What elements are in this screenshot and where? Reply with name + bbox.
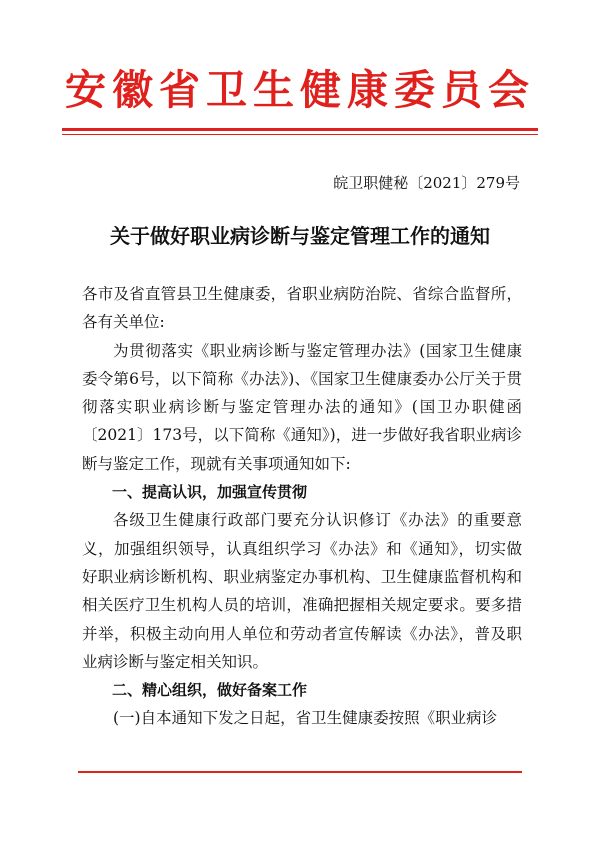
section-1-paragraph: 各级卫生健康行政部门要充分认识修订《办法》的重要意义，加强组织领导，认真组织学习《办法》和《通知》，切实做好职业病诊断机构、职业病鉴定办事机构、卫生健康监督机构和相关医疗卫生机构人员的培训，准确把握相关规定要求。要多措并举，积极主动向用人单位和劳动者宣传解读《办法》，普及职业病诊断与鉴定相关知识。	[82, 511, 522, 671]
document-title: 关于做好职业病诊断与鉴定管理工作的通知	[110, 224, 490, 248]
masthead-thick-rule	[62, 128, 538, 131]
section-1-heading: 一、提高认识，加强宣传贯彻	[112, 483, 308, 502]
footer-rule	[78, 771, 522, 773]
issuer-masthead: 安徽省卫生健康委员会	[65, 66, 535, 114]
document-number: 皖卫职健秘〔2021〕279号	[333, 174, 520, 192]
intro-paragraph: 为贯彻落实《职业病诊断与鉴定管理办法》(国家卫生健康委令第6号，以下简称《办法》)、《国家卫生健康委办公厅关于贯彻落实职业病诊断与鉴定管理办法的通知》(国卫办职健函〔2021〕173号，以下简称《通知》)，进一步做好我省职业病诊断与鉴定工作，现就有关事项通知如下:	[82, 341, 522, 473]
masthead-thin-rule	[62, 134, 538, 135]
section-2-item-1: (一)自本通知下发之日起，省卫生健康委按照《职业病诊	[113, 709, 498, 728]
document-body	[82, 280, 522, 733]
section-2-heading: 二、精心组织，做好备案工作	[112, 681, 308, 700]
salutation: 各市及省直管县卫生健康委，省职业病防治院、省综合监督所，各有关单位:	[82, 285, 522, 332]
